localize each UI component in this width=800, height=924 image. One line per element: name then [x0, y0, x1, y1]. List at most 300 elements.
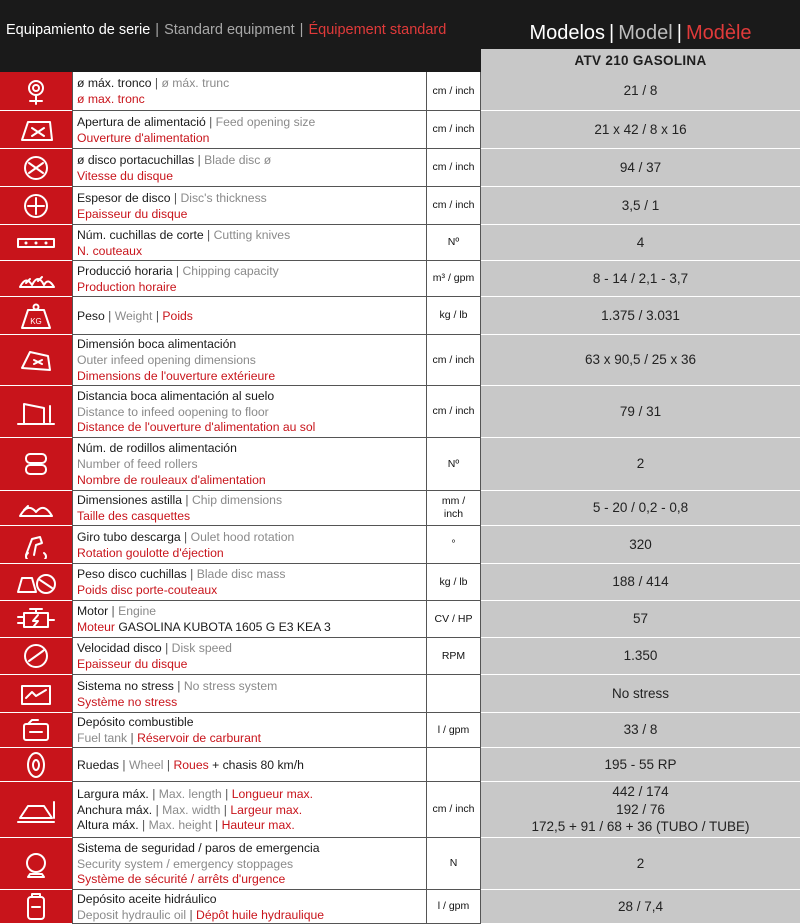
title-separator: | — [299, 22, 304, 38]
spec-value — [481, 601, 800, 638]
spec-label-line — [77, 369, 426, 385]
engine-icon — [0, 601, 72, 638]
spec-label — [72, 111, 426, 149]
label-en: Max. width — [162, 802, 221, 817]
chip-dimensions-icon — [0, 491, 72, 526]
dimensions-icon — [0, 782, 72, 838]
label-fr: Poids — [162, 308, 193, 323]
spec-unit — [426, 782, 481, 838]
label-sep: | — [186, 567, 197, 582]
spec-label — [72, 491, 426, 526]
spec-row — [0, 890, 800, 924]
spec-value-text: 8 - 14 / 2,1 - 3,7 — [592, 270, 689, 286]
label-en: Chip dimensions — [191, 493, 283, 508]
spec-unit — [426, 261, 481, 297]
spec-unit — [426, 838, 481, 890]
spec-row — [0, 225, 800, 261]
label-sep: | — [104, 308, 115, 323]
spec-unit — [426, 638, 481, 675]
spec-unit — [426, 601, 481, 638]
spec-value — [481, 782, 800, 838]
label-fr: Production horaire — [77, 279, 177, 294]
feed-rollers-icon — [0, 438, 72, 491]
label-sep: | — [221, 786, 232, 801]
label-es: + chasis 80 km/h — [208, 757, 304, 772]
trunk-diameter-icon — [0, 72, 72, 111]
spec-label — [72, 72, 426, 111]
spec-row — [0, 111, 800, 149]
spec-row — [0, 601, 800, 638]
models-separator: | — [609, 22, 615, 44]
spec-value — [481, 261, 800, 297]
spec-label-line — [77, 892, 426, 908]
spec-value — [481, 187, 800, 225]
spec-unit-text: kg / lb — [439, 309, 468, 321]
spec-label-line — [77, 583, 426, 599]
spec-label-line — [77, 857, 426, 873]
spec-unit-text: cm / inch — [432, 353, 475, 366]
spec-value-text: 3,5 / 1 — [621, 197, 660, 213]
spec-unit — [426, 297, 481, 335]
spec-value — [481, 890, 800, 924]
spec-value — [481, 838, 800, 890]
label-sep: | — [163, 757, 174, 772]
spec-value — [481, 225, 800, 261]
spec-unit-text: l / gpm — [437, 723, 470, 736]
label-sep: | — [203, 227, 214, 242]
label-es: Giro tubo descarga — [77, 529, 181, 544]
spec-unit — [426, 149, 481, 187]
label-es: Núm. cuchillas de corte — [77, 227, 204, 242]
label-es: Distancia boca alimentación al suelo — [77, 388, 275, 403]
label-sep: | — [119, 757, 129, 772]
label-sep: | — [186, 907, 197, 922]
feed-opening-icon — [0, 111, 72, 149]
spec-value-text: 79 / 31 — [619, 403, 662, 419]
label-en: Weight — [114, 308, 153, 323]
label-fr: Rotation goulotte d'éjection — [77, 545, 224, 560]
label-es: Dimensión boca alimentación — [77, 337, 237, 352]
spec-row — [0, 526, 800, 564]
spec-label-line — [77, 787, 426, 803]
spec-label-line — [77, 76, 426, 92]
spec-label-line — [77, 715, 426, 731]
models-separator: | — [676, 22, 682, 44]
models-en: Model — [618, 22, 673, 44]
spec-unit-text: inch — [443, 508, 464, 520]
label-fr: Vitesse du disque — [77, 168, 173, 183]
label-en: Number of feed rollers — [77, 457, 198, 472]
spec-unit-text: cm / inch — [432, 161, 475, 173]
spec-label — [72, 149, 426, 187]
emergency-stop-icon — [0, 838, 72, 890]
spec-label-line — [77, 244, 426, 260]
spec-label-line — [77, 153, 426, 169]
label-fr: Longueur max. — [231, 786, 314, 801]
spec-unit — [426, 675, 481, 713]
label-es: Sistema no stress — [77, 678, 174, 693]
label-fr: N. couteaux — [77, 243, 143, 258]
label-sep: | — [180, 529, 191, 544]
spec-value-text: 320 — [629, 536, 652, 552]
infeed-height-icon — [0, 386, 72, 438]
spec-value-text: 4 — [636, 234, 645, 250]
spec-label — [72, 675, 426, 713]
spec-unit — [426, 72, 481, 111]
label-fr: Poids disc porte-couteaux — [77, 583, 218, 597]
spec-label — [72, 748, 426, 782]
label-es: Peso — [77, 308, 105, 323]
label-fr: Nombre de rouleaux d'alimentation — [77, 472, 266, 487]
spec-label-line — [77, 493, 426, 509]
label-fr: Système no stress — [77, 694, 178, 709]
label-en: Cutting knives — [213, 227, 291, 242]
spec-unit — [426, 187, 481, 225]
title-es: Equipamiento de serie — [6, 22, 151, 38]
spec-label-line — [77, 908, 426, 924]
spec-value — [481, 491, 800, 526]
spec-label — [72, 438, 426, 491]
spec-label — [72, 297, 426, 335]
spec-unit-text: m³ / gpm — [432, 272, 475, 284]
spec-unit-text: cm / inch — [432, 405, 475, 417]
spec-label-line — [77, 228, 426, 244]
spec-value — [481, 638, 800, 675]
models-heading — [481, 0, 800, 48]
label-es: Dimensiones astilla — [77, 493, 182, 508]
spec-value-text: 188 / 414 — [612, 574, 669, 590]
spec-value — [481, 72, 800, 111]
spec-label-line — [77, 131, 426, 147]
spec-label — [72, 601, 426, 638]
model-name: ATV 210 GASOLINA — [481, 49, 800, 72]
label-es: Largura máx. — [77, 786, 149, 801]
spec-unit-text: cm / inch — [432, 123, 475, 135]
spec-value-text: 2 — [636, 456, 645, 472]
label-es: Sistema de seguridad / paros de emergencia — [77, 840, 320, 855]
label-es: Espesor de disco — [77, 190, 171, 205]
label-en: Wheel — [128, 757, 164, 772]
spec-label-line — [77, 731, 426, 747]
label-en: Oulet hood rotation — [190, 529, 295, 544]
spec-label — [72, 638, 426, 675]
label-es: Motor — [77, 604, 109, 619]
label-fr: Hauteur max. — [221, 818, 295, 833]
spec-unit — [426, 526, 481, 564]
spec-value — [481, 675, 800, 713]
spec-value-text: 21 / 8 — [623, 83, 658, 99]
spec-label-line — [77, 509, 426, 525]
spec-unit — [426, 748, 481, 782]
label-en: Max. length — [158, 786, 222, 801]
label-en: Max. height — [148, 818, 212, 833]
chips-icon — [0, 261, 72, 297]
models-es: Modelos — [529, 22, 606, 44]
spec-value-text: 442 / 174 — [612, 784, 669, 800]
label-en: Engine — [118, 604, 157, 619]
label-es: Ruedas — [77, 757, 120, 772]
spec-label — [72, 564, 426, 601]
label-es: GASOLINA KUBOTA 1605 G E3 KEA 3 — [114, 620, 331, 634]
spec-label — [72, 386, 426, 438]
blade-disc-icon — [0, 149, 72, 187]
spec-unit-text: kg / lb — [439, 575, 468, 588]
fuel-tank-icon — [0, 713, 72, 748]
no-stress-icon — [0, 675, 72, 713]
models-fr: Modèle — [685, 22, 752, 44]
spec-row — [0, 638, 800, 675]
label-es: Producció horaria — [77, 263, 173, 278]
spec-unit-text: Nº — [447, 236, 460, 248]
spec-unit — [426, 335, 481, 386]
label-en: Blade disc mass — [196, 567, 286, 582]
wheel-icon — [0, 748, 72, 782]
label-sep: | — [161, 641, 172, 656]
label-en: Blade disc ø — [204, 152, 272, 167]
label-es: Altura máx. — [77, 818, 139, 833]
spec-value — [481, 526, 800, 564]
cutting-knives-icon — [0, 225, 72, 261]
label-fr: Dimensions de l'ouverture extérieure — [77, 368, 276, 383]
spec-label — [72, 838, 426, 890]
label-fr: Système de sécurité / arrêts d'urgence — [77, 872, 286, 887]
spec-value-text: 1.350 — [623, 648, 658, 664]
spec-unit-text: ° — [451, 538, 456, 550]
spec-label-line — [77, 604, 426, 620]
spec-label-line — [77, 641, 426, 657]
label-en: Chipping capacity — [182, 263, 279, 278]
spec-row — [0, 261, 800, 297]
spec-row — [0, 675, 800, 713]
label-sep: | — [152, 802, 163, 817]
spec-row — [0, 838, 800, 890]
label-sep: | — [211, 818, 222, 833]
label-es: Anchura máx. — [77, 802, 153, 817]
label-fr: Moteur — [77, 620, 115, 634]
spec-label — [72, 335, 426, 386]
spec-row — [0, 297, 800, 335]
spec-label-line — [77, 191, 426, 207]
spec-label-line — [77, 441, 426, 457]
label-sep: | — [182, 493, 192, 508]
spec-value-text: 2 — [636, 855, 645, 871]
spec-label-line — [77, 473, 426, 489]
spec-row — [0, 748, 800, 782]
label-es: ø disco portacuchillas — [77, 152, 195, 167]
label-en: No stress system — [183, 678, 278, 693]
spec-unit-text: CV / HP — [434, 612, 473, 625]
spec-unit — [426, 111, 481, 149]
spec-value-text: 63 x 90,5 / 25 x 36 — [584, 352, 697, 368]
spec-unit — [426, 890, 481, 924]
label-en: Fuel tank — [77, 731, 128, 745]
label-sep: | — [127, 731, 138, 745]
spec-unit-text: mm / — [441, 495, 466, 507]
spec-value-text: 192 / 76 — [616, 801, 665, 817]
spec-label-line — [77, 420, 426, 436]
spec-label-line — [77, 695, 426, 711]
spec-unit-text: cm / inch — [432, 84, 475, 97]
label-sep: | — [108, 604, 119, 619]
spec-unit — [426, 564, 481, 601]
spec-label-line — [77, 872, 426, 888]
label-es: ø máx. tronco — [77, 76, 152, 91]
spec-label-line — [77, 169, 426, 185]
label-fr: Ouverture d'alimentation — [77, 130, 210, 145]
label-en: Security system / emergency stoppages — [77, 856, 294, 871]
spec-label-line — [77, 280, 426, 296]
spec-label-line — [77, 546, 426, 562]
label-fr: Distance de l'ouverture d'alimentation au sol — [77, 420, 316, 435]
spec-value — [481, 111, 800, 149]
spec-label-line — [77, 115, 426, 131]
label-fr: Taille des casquettes — [77, 509, 191, 523]
hood-rotation-icon — [0, 526, 72, 564]
spec-unit-text: l / gpm — [437, 900, 470, 912]
spec-label-line — [77, 389, 426, 405]
spec-label-line — [77, 657, 426, 673]
spec-label — [72, 225, 426, 261]
spec-unit — [426, 438, 481, 491]
label-en: Distance to infeed oopening to floor — [77, 404, 269, 419]
label-fr: Epaisseur du disque — [77, 206, 188, 221]
disc-speed-icon — [0, 638, 72, 675]
svg-text:KG: KG — [30, 316, 42, 326]
spec-row — [0, 564, 800, 601]
label-sep: | — [205, 114, 216, 129]
spec-row — [0, 187, 800, 225]
spec-row — [0, 713, 800, 748]
spec-unit — [426, 491, 481, 526]
spec-row — [0, 72, 800, 111]
label-sep: | — [220, 802, 231, 817]
label-fr: Largeur max. — [230, 802, 303, 817]
label-es: Núm. de rodillos alimentación — [77, 441, 237, 456]
spec-unit-text: RPM — [441, 649, 466, 662]
spec-value-text: 33 / 8 — [623, 722, 658, 738]
label-en: Feed opening size — [215, 114, 316, 129]
hydraulic-oil-icon — [0, 890, 72, 924]
spec-unit-text: Nº — [447, 457, 460, 470]
label-fr: Roues — [173, 757, 209, 772]
label-sep: | — [138, 818, 149, 833]
spec-label-line — [77, 679, 426, 695]
label-sep: | — [148, 786, 159, 801]
spec-label — [72, 261, 426, 297]
spec-unit — [426, 386, 481, 438]
label-en: Disk speed — [171, 641, 232, 656]
disc-mass-icon — [0, 564, 72, 601]
spec-value-text: 94 / 37 — [619, 159, 662, 175]
title-en: Standard equipment — [164, 22, 295, 38]
spec-label — [72, 526, 426, 564]
spec-value-text: 5 - 20 / 0,2 - 0,8 — [592, 500, 689, 516]
spec-label — [72, 187, 426, 225]
label-fr: ø max. tronc — [77, 92, 145, 106]
title-fr: Équipement standard — [308, 22, 447, 38]
label-es: Depósito aceite hidráulico — [77, 891, 217, 906]
spec-label — [72, 782, 426, 838]
spec-value-text: 1.375 / 3.031 — [601, 307, 680, 323]
spec-label-line — [77, 207, 426, 223]
spec-row — [0, 782, 800, 838]
spec-label-line — [77, 309, 426, 325]
spec-label-line — [77, 818, 426, 834]
spec-row — [0, 335, 800, 386]
spec-row — [0, 149, 800, 187]
label-en: ø máx. trunc — [161, 76, 230, 91]
spec-value — [481, 438, 800, 491]
spec-label-line — [77, 620, 426, 636]
spec-label-line — [77, 405, 426, 421]
standard-equipment-title — [6, 22, 446, 38]
label-sep: | — [152, 308, 163, 323]
spec-unit — [426, 713, 481, 748]
spec-label-line — [77, 337, 426, 353]
label-es: Peso disco cuchillas — [77, 567, 187, 582]
title-separator: | — [155, 22, 160, 38]
spec-unit-text: N — [449, 857, 458, 869]
header — [0, 0, 800, 72]
spec-value — [481, 335, 800, 386]
spec-unit-text: cm / inch — [432, 199, 475, 211]
label-en: Disc's thickness — [180, 190, 267, 205]
spec-value — [481, 713, 800, 748]
spec-label — [72, 713, 426, 748]
spec-value-text: 57 — [632, 611, 649, 627]
label-sep: | — [172, 263, 183, 278]
spec-label — [72, 890, 426, 924]
spec-value-text: No stress — [611, 685, 669, 701]
spec-value — [481, 748, 800, 782]
label-en: Outer infeed opening dimensions — [77, 353, 256, 368]
spec-value-text: 195 - 55 RP — [604, 756, 677, 772]
spec-label-line — [77, 530, 426, 546]
spec-value — [481, 149, 800, 187]
weight-icon — [0, 297, 72, 335]
label-sep: | — [151, 76, 162, 91]
label-fr: Dépôt huile hydraulique — [196, 907, 325, 922]
label-sep: | — [173, 678, 184, 693]
label-sep: | — [170, 190, 181, 205]
label-es: Velocidad disco — [77, 641, 162, 656]
spec-row — [0, 386, 800, 438]
spec-label-line — [77, 264, 426, 280]
label-fr: Réservoir de carburant — [137, 731, 262, 745]
spec-value — [481, 564, 800, 601]
spec-row — [0, 491, 800, 526]
spec-label-line — [77, 758, 426, 774]
spec-value-text: 28 / 7,4 — [617, 898, 664, 914]
spec-value — [481, 297, 800, 335]
disc-thickness-icon — [0, 187, 72, 225]
spec-unit-text: cm / inch — [432, 803, 475, 815]
infeed-dimensions-icon — [0, 335, 72, 386]
spec-label-line — [77, 92, 426, 108]
label-fr: Epaisseur du disque — [77, 657, 188, 671]
spec-row — [0, 438, 800, 491]
label-es: Depósito combustible — [77, 715, 194, 730]
spec-label-line — [77, 457, 426, 473]
spec-unit — [426, 225, 481, 261]
spec-label-line — [77, 567, 426, 583]
label-sep: | — [194, 152, 205, 167]
spec-label-line — [77, 803, 426, 819]
spec-label-line — [77, 353, 426, 369]
label-es: Apertura de alimentació — [77, 114, 206, 129]
spec-label-line — [77, 841, 426, 857]
spec-value-text: 21 x 42 / 8 x 16 — [594, 121, 687, 137]
